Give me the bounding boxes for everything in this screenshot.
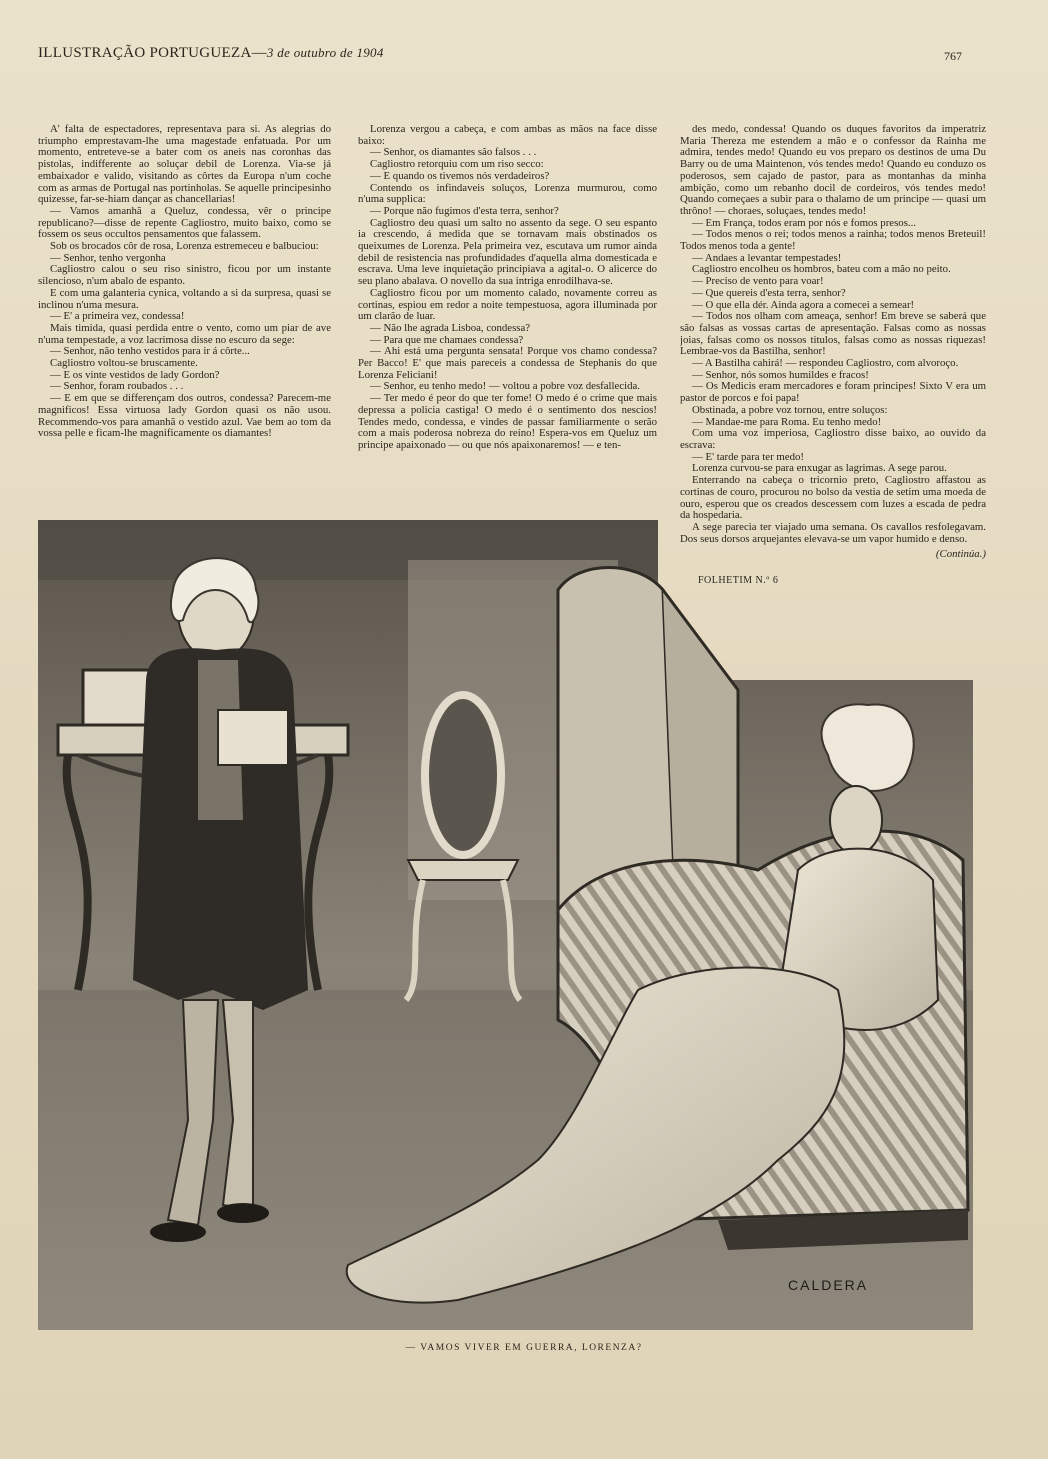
paragraph: — E' a primeira vez, condessa! <box>50 310 185 323</box>
paragraph: — Senhor, nós somos humildes e fracos! <box>692 368 869 381</box>
paragraph: — Os Medicis eram mercadores e foram principes! Sixto V era um pastor de porcos e foi papa! <box>680 380 986 405</box>
paragraph: Contendo os infindaveis soluços, Lorenza murmurou, como n'uma supplica: <box>358 181 657 206</box>
paragraph: — Que quereis d'esta terra, senhor? <box>692 286 846 299</box>
paragraph: — Andaes a levantar tempestades! <box>692 251 842 264</box>
paragraph: — Senhor, não tenho vestidos para ir á côrte... <box>50 345 250 358</box>
paragraph: — E os vinte vestidos de lady Gordon? <box>50 368 220 381</box>
paragraph: A sege parecia ter viajado uma semana. Os cavallos resfolegavam. Dos seus dorsos arquejantes elevava-se um vapor humido e denso. <box>680 520 986 545</box>
paragraph: Obstinada, a pobre voz tornou, entre soluços: <box>692 403 888 416</box>
paragraph: Sob os brocados côr de rosa, Lorenza estremeceu e balbuciou: <box>50 240 319 253</box>
paragraph: — Em França, todos eram por nós e fomos presos... <box>692 216 916 229</box>
paragraph: — Mandae-me para Roma. Eu tenho medo! <box>692 415 882 428</box>
masthead <box>38 45 384 62</box>
issue-date: 3 de outubro de 1904 <box>266 45 384 60</box>
paragraph: Com uma voz imperiosa, Cagliostro disse baixo, ao ouvido da escrava: <box>680 427 986 451</box>
paragraph: Cagliostro calou o seu riso sinistro, ficou por um instante silencioso, n'um abalo de espanto. <box>38 263 331 288</box>
paragraph: Lorenza vergou a cabeça, e com ambas as mãos na face disse baixo: <box>358 124 657 147</box>
paragraph: Cagliostro ficou por um momento calado, novamente correu as cortinas, espiou em redor a noite tempestuosa, agora illuminada por um clarão de luar. <box>358 286 657 323</box>
paragraph: — Todos menos o rei; todos menos a rainha; todos menos Breteuil! Todos menos toda a gente! <box>680 228 986 253</box>
paragraph: — E em que se differençam dos outros, condessa? Parecem-me magnificos! Essa virtuosa lady Gordon quasi os não usou. Recommendo-vos para amanhã o vestido azul. Vae bem ao tom da vossa pelle e ficam-lhe magnificamente os diamantes! <box>38 392 331 440</box>
paragraph: — Ter medo é peor do que ter fome! O medo é o crime que mais depressa a policia castiga! O medo é o sentimento dos nescios! Tendes medo, condessa, e vindes de passar familiarmente o serão com a mais poderosa nobreza do reino! Espera-vos em Queluz um principe apaixonado — ou que nós apaixonaremos! — e ten- <box>358 392 657 451</box>
paragraph: E com uma galanteria cynica, voltando a si da surpresa, quasi se inclinou n'uma mesura. <box>38 286 331 311</box>
paragraph: — Vamos amanhã a Queluz, condessa, vêr o principe republicano?—disse de repente Cagliostro, muito baixo, como se fossem os seus occultos pensamentos que falassem. <box>38 204 331 241</box>
paragraph: — Senhor, os diamantes são falsos . . . <box>370 146 537 159</box>
paragraph: — Porque não fugimos d'esta terra, senhor? <box>370 204 559 217</box>
paragraph: Lorenza curvou-se para enxugar as lagrimas. A sege parou. <box>692 462 947 475</box>
paragraph: des medo, condessa! Quando os duques favoritos da imperatriz Maria Thereza me estendem a mão e o confessor da Rainha me admira, tendes medo! Quando eu vos preparo os destinos de uma Du Barry ou de uma Maintenon, vós tendes medo! Quando eu conduzo os poderosos, sem cajado de pastor, para as montanhas da minha ambição, como um rebanho docil de cordeiros, vós tendes medo! Quando começaes a subir para o thalamo de um principe — quasi um thrôno! — choraes, soluçaes, tendes medo! <box>680 124 986 217</box>
text-column-2 <box>358 124 657 509</box>
paragraph: — Senhor, foram roubados . . . <box>50 380 184 393</box>
publication-title: ILLUSTRAÇÃO PORTUGUEZA— <box>38 45 267 61</box>
paragraph: Cagliostro deu quasi um salto no assento da sege. O seu espanto ia crescendo, á medida que se tornavam mais obstinados os queixumes de Lorenza. Pela primeira vez, escutava um rumor ainda debil de resistencia nas profundidades d'aquella alma domesticada e escrava. Uma leve inquietação principiava a agital-o. O alicerce do seu plano abalava. O novello da sua intriga enrodilhava-se. <box>358 216 657 288</box>
paragraph: A' falta de espectadores, representava para si. As alegrias do triumpho emprestavam-lhe uma magestade enfatuada. Por um momento, entreteve-se a bater com os aneis nas coronhas das pistolas, indifferente ao soluçar debil de Lorenza. Via-se já embaixador e valido, visitando as côrtes da Europa n'um coche com as armas de Portugal nas portinholas. Se aquelle principesinho quizesse, far-se-hiam dançar as chancellarias! <box>38 124 331 206</box>
paragraph: Cagliostro encolheu os hombros, bateu com a mão no peito. <box>692 263 951 276</box>
page-number: 767 <box>944 49 962 63</box>
paragraph: — Senhor, tenho vergonha <box>50 251 166 264</box>
artist-signature: CALDERA <box>788 1277 869 1293</box>
paragraph: Cagliostro voltou-se bruscamente. <box>50 357 198 370</box>
paragraph: — Ahi está uma pergunta sensata! Porque vos chamo condessa? Per Bacco! E' que mais pareceis a condessa de Stephanis do que Lorenza Feliciani! <box>358 345 657 381</box>
folhetim-number: FOLHETIM N.º 6 <box>698 575 779 587</box>
paragraph: — Preciso de vento para voar! <box>692 275 824 288</box>
paragraph: — Para que me chamaes condessa? <box>370 333 524 346</box>
paragraph: Enterrando na cabeça o tricornio preto, Cagliostro affastou as cortinas de couro, procurou no bolso da vestia de setim uma moeda de ouro, esperou que os creados descessem com luzes a escada de pedra da hospedaria. <box>680 474 986 522</box>
paragraph: — E' tarde para ter medo! <box>692 450 804 463</box>
text-column-1 <box>38 124 331 504</box>
paragraph: — Senhor, eu tenho medo! — voltou a pobre voz desfallecida. <box>370 380 641 393</box>
illustration-caption: — VAMOS VIVER EM GUERRA, LORENZA? <box>405 1343 643 1353</box>
paragraph: — E quando os tivemos nós verdadeiros? <box>370 169 550 182</box>
paragraph: Cagliostro retorquiu com um riso secco: <box>370 158 544 171</box>
continua-note: (Continúa.) <box>935 548 986 561</box>
paragraph: — O que ella dér. Ainda agora a comecei a semear! <box>692 298 915 311</box>
illustration <box>38 520 973 1330</box>
paragraph: — Não lhe agrada Lisboa, condessa? <box>370 321 531 334</box>
paragraph: Mais timida, quasi perdida entre o vento, como um piar de ave n'uma tempestade, a voz lacrimosa disse no escuro da sege: <box>38 321 331 346</box>
paragraph: — Todos nos olham com ameaça, senhor! Em breve se saberá que são falsas as vossas cartas de apresentação. Falsas como as nossas joias, falsas como os nossos titulos, falsas como as nossas riquezas! Lembrae-vos da Bastilha, senhor! <box>680 310 986 358</box>
paragraph: — A Bastilha cahirá! — respondeu Cagliostro, com alvoroço. <box>692 357 959 370</box>
